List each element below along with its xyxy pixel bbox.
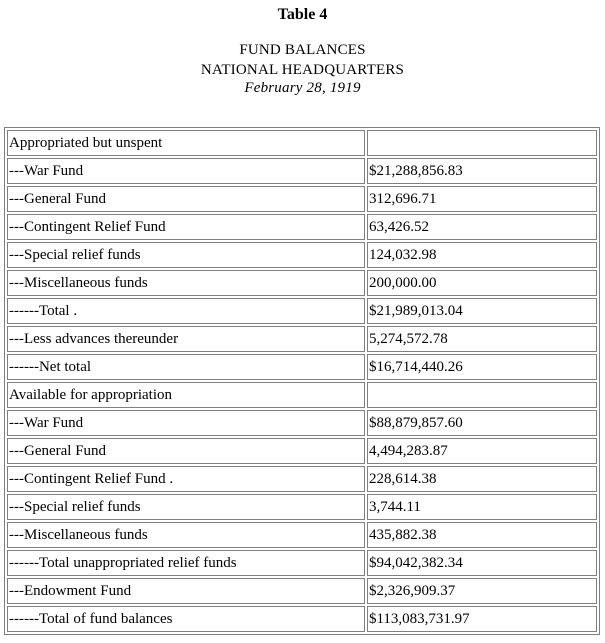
row-label: ------Total . [7, 298, 365, 324]
row-label: Available for appropriation [7, 382, 365, 408]
row-label: ---Special relief funds [7, 242, 365, 268]
table-row [7, 550, 597, 576]
table-row [7, 186, 597, 212]
row-value: 200,000.00 [367, 270, 597, 296]
row-label: ---Contingent Relief Fund . [7, 466, 365, 492]
row-label: Appropriated but unspent [7, 130, 365, 156]
row-label: ---Special relief funds [7, 494, 365, 520]
row-value: 312,696.71 [367, 186, 597, 212]
table-row [7, 354, 597, 380]
table-row [7, 214, 597, 240]
table-row [7, 606, 597, 632]
row-value: 435,882.38 [367, 522, 597, 548]
row-value: 124,032.98 [367, 242, 597, 268]
table-row [7, 158, 597, 184]
row-value [367, 130, 597, 156]
row-value: $94,042,382.34 [367, 550, 597, 576]
row-label: ------Total of fund balances [7, 606, 365, 632]
table-row [7, 466, 597, 492]
table-title: Table 4 [277, 6, 328, 23]
row-label: ---General Fund [7, 186, 365, 212]
row-label: ---War Fund [7, 158, 365, 184]
fund-balances-table [4, 127, 600, 635]
row-label: ---Miscellaneous funds [7, 270, 365, 296]
row-value: 4,494,283.87 [367, 438, 597, 464]
heading-national-headquarters: NATIONAL HEADQUARTERS [200, 62, 405, 78]
row-label: ---Endowment Fund [7, 578, 365, 604]
table-row [7, 494, 597, 520]
row-value: $21,288,856.83 [367, 158, 597, 184]
row-label: ------Total unappropriated relief funds [7, 550, 365, 576]
row-label: ---Less advances thereunder [7, 326, 365, 352]
row-label: ---Miscellaneous funds [7, 522, 365, 548]
table-row [7, 326, 597, 352]
row-label: ------Net total [7, 354, 365, 380]
row-value: 5,274,572.78 [367, 326, 597, 352]
table-row [7, 410, 597, 436]
table-row [7, 298, 597, 324]
row-value: $16,714,440.26 [367, 354, 597, 380]
row-value: $21,989,013.04 [367, 298, 597, 324]
heading-date: February 28, 1919 [244, 80, 361, 96]
row-label: ---General Fund [7, 438, 365, 464]
table-row [7, 522, 597, 548]
table-row [7, 242, 597, 268]
table-row [7, 438, 597, 464]
row-value: $113,083,731.97 [367, 606, 597, 632]
heading-fund-balances: FUND BALANCES [239, 42, 366, 58]
row-value: $2,326,909.37 [367, 578, 597, 604]
row-value: 3,744.11 [367, 494, 597, 520]
row-label: ---Contingent Relief Fund [7, 214, 365, 240]
row-value: $88,879,857.60 [367, 410, 597, 436]
table-row [7, 382, 597, 408]
row-value [367, 382, 597, 408]
table-row [7, 130, 597, 156]
table-row [7, 270, 597, 296]
table-row [7, 578, 597, 604]
row-value: 228,614.38 [367, 466, 597, 492]
row-label: ---War Fund [7, 410, 365, 436]
row-value: 63,426.52 [367, 214, 597, 240]
